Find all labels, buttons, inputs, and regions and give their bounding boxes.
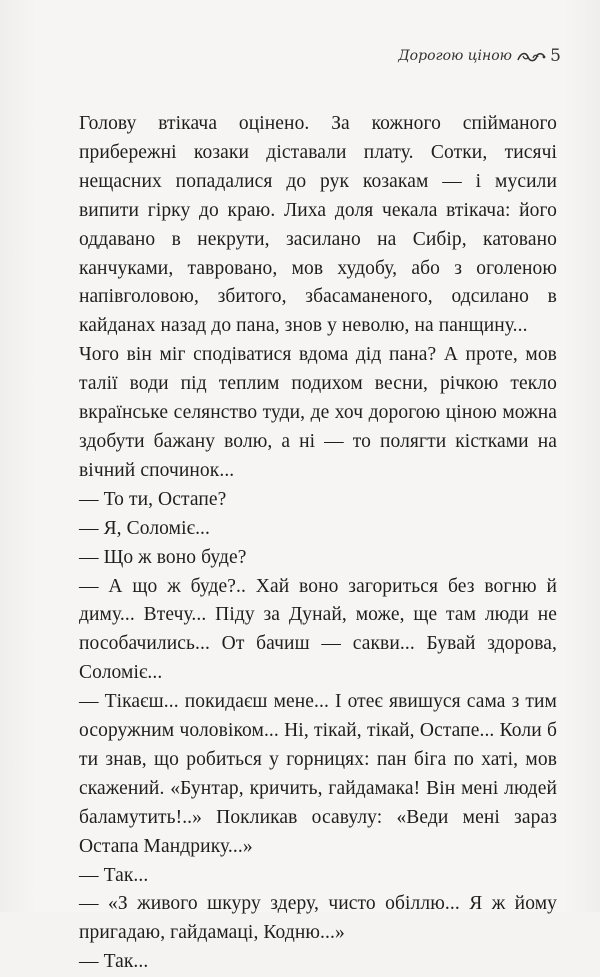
dialogue-line: — То ти, Остапе? [79, 488, 227, 510]
dialogue-line: — Що ж воно буде? [79, 546, 247, 568]
dialogue-line: — А що ж буде?.. Хай воно загориться без вогню й диму... Втечу... Піду за Дунай, може, ще там люди не пособачились... От бачиш — сакви... Бувай здорова, Соломіє... [79, 575, 557, 684]
dialogue-line: — Так... [79, 951, 149, 973]
paragraph: Голову втікача оцінено. За кожного спійманого прибережні козаки діставали плату. Сотки, тисячі нещасних попадалися до рук козакам — і мусили випити гірку до краю. Лиха доля чекала втікача: його оддавано в некрути, засилано на Сибір, катовано канчуками, тавровано, мов худобу, або з оголеною напівголовою, збитого, збасаманеного, одсилано в кайданах назад до пана, знов у неволю, на панщину... [79, 113, 557, 337]
running-head [0, 46, 600, 70]
flourish-icon [516, 50, 546, 64]
dialogue-line: — Я, Соломіє... [79, 517, 210, 539]
running-title: Дорогою ціною [398, 48, 512, 64]
dialogue-line: — Тікаєш... покидаєш мене... І отеє явишуся сама з тим осоружним чоловіком... Ні, тікай, тікай, Остапе... Коли б ти знав, що робиться у горницях: пан біга по хаті, мов скажений. «Бунтар, кричить, гайдамака! Він мені людей баламутить!..» Покликав осавулу: «Веди мені зараз Остапа Мандрику...» [79, 691, 557, 857]
page-number: 5 [550, 46, 561, 66]
body-text [79, 110, 557, 977]
paragraph: Чого він міг сподіватися вдома дід пана? А проте, мов талії води під теплим подихом весни, річкою текло вкраїнське селянство туди, де хоч дорогою ціною можна здобути бажану волю, а ні — то полягти кістками на вічний спочинок... [79, 344, 557, 481]
dialogue-line: — «З живого шкуру здеру, чисто обіллю... Я ж йому пригадаю, гайдамаці, Кодню...» [79, 893, 557, 944]
dialogue-line: — Так... [79, 864, 149, 886]
